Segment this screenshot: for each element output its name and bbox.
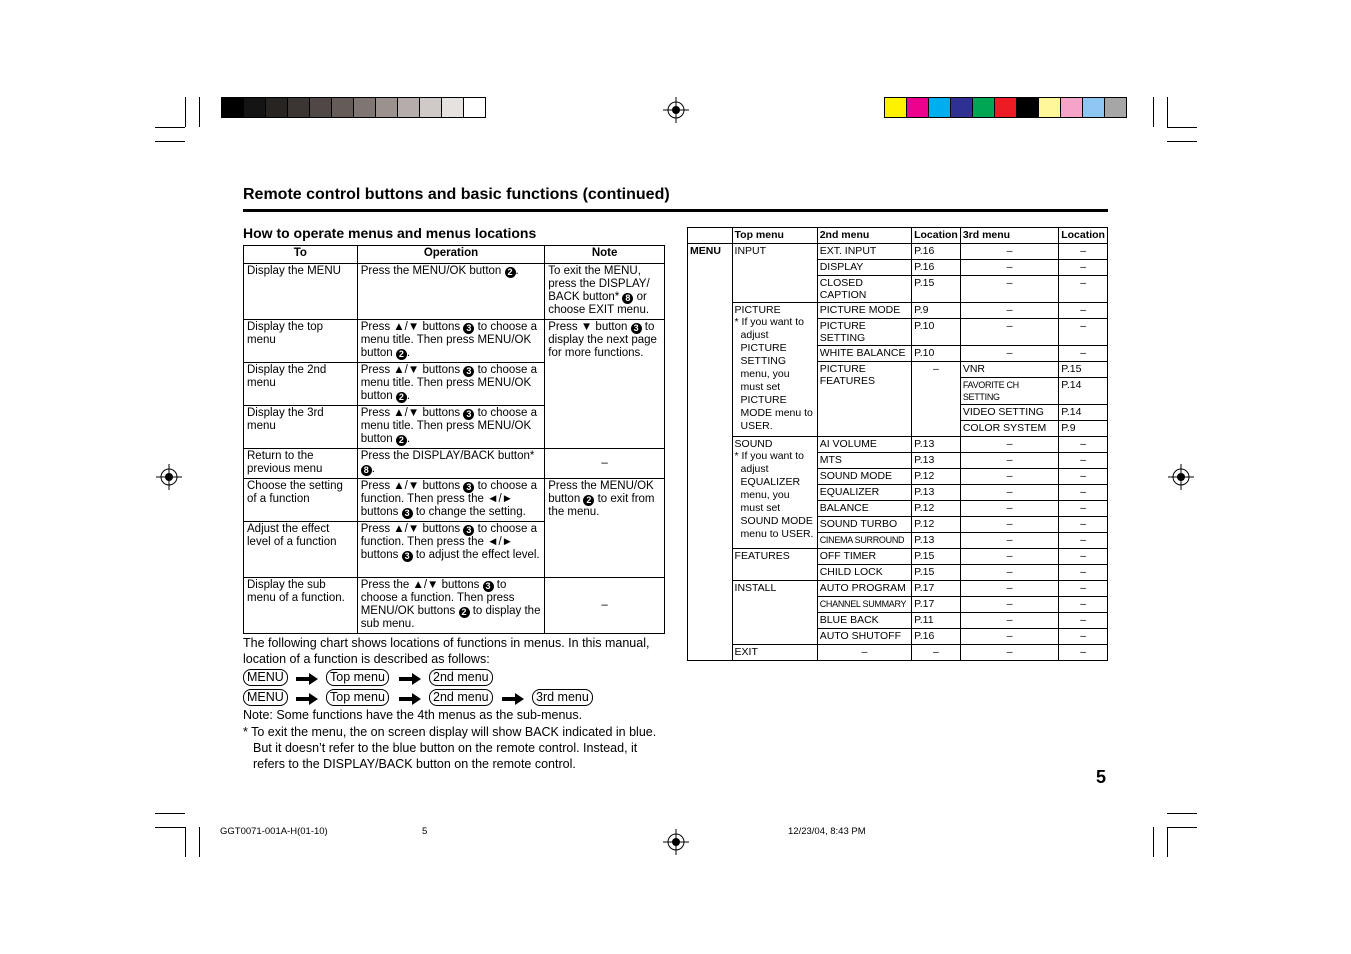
location: P.12: [912, 517, 961, 533]
location: P.12: [912, 501, 961, 517]
button-number-icon: 2: [396, 435, 407, 446]
button-number-icon: 3: [402, 508, 413, 519]
row-to: Return to the previous menu: [244, 449, 358, 479]
button-number-icon: 3: [631, 323, 642, 334]
button-number-icon: 2: [396, 392, 407, 403]
table-row: [244, 320, 665, 363]
sub-title: How to operate menus and menus locations: [243, 225, 537, 241]
dash: –: [912, 645, 961, 661]
row-operation: Press ▲/▼ buttons 3 to choose a menu title. Then press MENU/OK button 2 .: [357, 320, 545, 363]
dash: –: [1059, 629, 1108, 645]
color-swatch: [221, 97, 244, 118]
button-number-icon: 8: [622, 293, 633, 304]
top-menu-picture: PICTURE * If you want to adjust PICTURE SETTING menu, you must set PICTURE MODE menu to USER.: [732, 303, 817, 437]
row-operation: Press ▲/▼ buttons 3 to choose a menu title. Then press MENU/OK button 2 .: [357, 406, 545, 449]
table-row: [688, 581, 1108, 597]
intro-text: The following chart shows locations of functions in menus. In this manual, location of a function is described as follows:: [243, 636, 650, 666]
button-number-icon: 3: [463, 366, 474, 377]
second-menu-item: CHILD LOCK: [817, 565, 911, 581]
sound-note: * If you want to adjust EQUALIZER menu, you must set SOUND MODE menu to USER.: [734, 450, 814, 540]
footnote-text: * To exit the menu, the on screen display will show BACK indicated in blue. But it doesn’t refer to the blue button on the remote control. Instead, it refers to the DISPLAY/BACK button on the remote control.: [243, 725, 657, 771]
table-row: [244, 578, 665, 634]
color-swatch: [353, 97, 376, 118]
row-operation: Press the DISPLAY/BACK button* 8 .: [357, 449, 545, 479]
path-pill: 2nd menu: [429, 669, 493, 686]
second-menu-item: MTS: [817, 453, 911, 469]
dash: –: [1059, 645, 1108, 661]
top-menu-sound: SOUND * If you want to adjust EQUALIZER menu, you must set SOUND MODE menu to USER.: [732, 437, 817, 549]
table-header-row: [244, 246, 665, 264]
footer-code: GGT0071-001A-H(01-10): [220, 826, 328, 837]
dash: –: [1059, 613, 1108, 629]
dash: –: [960, 469, 1058, 485]
color-swatch: [928, 97, 951, 118]
arrow-right-icon: [296, 693, 318, 705]
button-number-icon: 3: [463, 482, 474, 493]
dash: –: [960, 517, 1058, 533]
location: P.13: [912, 485, 961, 501]
top-menu-exit: EXIT: [732, 645, 817, 661]
dash: –: [1059, 501, 1108, 517]
location: P.14: [1059, 378, 1108, 405]
location: P.10: [912, 346, 961, 362]
dash: –: [960, 645, 1058, 661]
registration-mark-right: [1168, 464, 1194, 490]
footer-timestamp: 12/23/04, 8:43 PM: [788, 826, 866, 837]
dash: –: [912, 362, 961, 437]
third-menu-item: VIDEO SETTING: [960, 405, 1058, 421]
color-swatch: [994, 97, 1017, 118]
dash: –: [960, 597, 1058, 613]
location: P.16: [912, 260, 961, 276]
top-menu-input: INPUT: [732, 244, 817, 303]
header-to: To: [244, 246, 358, 264]
third-menu-item: COLOR SYSTEM: [960, 421, 1058, 437]
second-menu-item: PICTURE MODE: [817, 303, 911, 319]
dash: –: [960, 303, 1058, 319]
dash: –: [1059, 597, 1108, 613]
button-number-icon: 8: [361, 465, 372, 476]
second-menu-item: DISPLAY: [817, 260, 911, 276]
second-menu-item: OFF TIMER: [817, 549, 911, 565]
table-row: [688, 437, 1108, 453]
dash: –: [1059, 346, 1108, 362]
dash: –: [1059, 437, 1108, 453]
row-to: Display the 3rd menu: [244, 406, 358, 449]
dash: –: [960, 276, 1058, 303]
table-row: [688, 645, 1108, 661]
second-menu-item: PICTURE SETTING: [817, 319, 911, 346]
title-rule: [243, 209, 1108, 212]
location: P.9: [1059, 421, 1108, 437]
registration-mark-top: [663, 97, 689, 123]
row-note: –: [545, 578, 665, 634]
path-pill: MENU: [243, 689, 288, 706]
second-menu-item: EXT. INPUT: [817, 244, 911, 260]
row-operation: Press ▲/▼ buttons 3 to choose a function. Then press the ◄/► buttons 3 to adjust the effect level.: [357, 522, 545, 578]
dash: –: [960, 549, 1058, 565]
color-swatch: [463, 97, 486, 118]
table-row: [244, 479, 665, 522]
second-menu-item: CHANNEL SUMMARY: [817, 597, 911, 613]
color-swatch: [1082, 97, 1105, 118]
dash: –: [1059, 453, 1108, 469]
second-menu-item: CLOSED CAPTION: [817, 276, 911, 303]
second-menu-item: BLUE BACK: [817, 613, 911, 629]
dash: –: [960, 346, 1058, 362]
dash: –: [960, 565, 1058, 581]
button-number-icon: 2: [459, 607, 470, 618]
path-pill: 2nd menu: [429, 689, 493, 706]
table-row: [244, 264, 665, 320]
dash: –: [960, 319, 1058, 346]
button-number-icon: 2: [396, 349, 407, 360]
footer-page: 5: [422, 826, 428, 837]
dash: –: [1059, 260, 1108, 276]
dash: –: [1059, 517, 1108, 533]
location: P.11: [912, 613, 961, 629]
color-swatch: [1104, 97, 1127, 118]
dash: –: [960, 453, 1058, 469]
location: P.14: [1059, 405, 1108, 421]
location: P.13: [912, 533, 961, 549]
location: P.10: [912, 319, 961, 346]
color-swatch: [906, 97, 929, 118]
color-swatch: [375, 97, 398, 118]
top-menu-features: FEATURES: [732, 549, 817, 581]
dash: –: [1059, 303, 1108, 319]
header-2nd-menu: 2nd menu: [817, 228, 911, 244]
dash: –: [960, 260, 1058, 276]
color-swatch: [419, 97, 442, 118]
path-pill: 3rd menu: [532, 689, 593, 706]
third-menu-item: FAVORITE CH SETTING: [960, 378, 1058, 405]
table-row: [688, 303, 1108, 319]
row-operation: Press the MENU/OK button 2 .: [357, 264, 545, 320]
location: P.16: [912, 629, 961, 645]
color-swatch: [309, 97, 332, 118]
path-pill: Top menu: [326, 669, 389, 686]
color-swatch: [1016, 97, 1039, 118]
header-location-3rd: Location: [1059, 228, 1108, 244]
table-row: [244, 449, 665, 479]
dash: –: [1059, 276, 1108, 303]
location: P.15: [912, 549, 961, 565]
menu-root: MENU: [688, 244, 733, 661]
second-menu-item: EQUALIZER: [817, 485, 911, 501]
registration-mark-left: [156, 464, 182, 490]
button-number-icon: 2: [583, 495, 594, 506]
note-text: Note: Some functions have the 4th menus as the sub-menus.: [243, 708, 583, 722]
dash: –: [1059, 319, 1108, 346]
location: P.15: [912, 276, 961, 303]
dash: –: [1059, 244, 1108, 260]
row-to: Choose the setting of a function: [244, 479, 358, 522]
registration-mark-bottom: [663, 829, 689, 855]
dash: –: [960, 244, 1058, 260]
button-number-icon: 3: [402, 551, 413, 562]
dash: –: [817, 645, 911, 661]
color-swatch: [950, 97, 973, 118]
color-swatch: [884, 97, 907, 118]
dash: –: [1059, 485, 1108, 501]
row-operation: Press ▲/▼ buttons 3 to choose a menu title. Then press MENU/OK button 2 .: [357, 363, 545, 406]
row-operation: Press the ▲/▼ buttons 3 to choose a function. Then press MENU/OK buttons 2 to display the sub menu.: [357, 578, 545, 634]
location: P.13: [912, 453, 961, 469]
location: P.17: [912, 597, 961, 613]
row-note: To exit the MENU, press the DISPLAY/ BACK button* 8 or choose EXIT menu.: [545, 264, 665, 320]
dash: –: [1059, 565, 1108, 581]
button-number-icon: 3: [463, 409, 474, 420]
header-location: Location: [912, 228, 961, 244]
row-note: Press ▼ button 3 to display the next page for more functions.: [545, 320, 665, 449]
dash: –: [960, 581, 1058, 597]
second-menu-item: WHITE BALANCE: [817, 346, 911, 362]
button-number-icon: 3: [463, 323, 474, 334]
arrow-right-icon: [399, 673, 421, 685]
color-swatch: [1038, 97, 1061, 118]
dash: –: [960, 485, 1058, 501]
location: P.16: [912, 244, 961, 260]
row-to: Display the sub menu of a function.: [244, 578, 358, 634]
second-menu-item: SOUND MODE: [817, 469, 911, 485]
second-menu-item: AI VOLUME: [817, 437, 911, 453]
header-operation: Operation: [357, 246, 545, 264]
dash: –: [1059, 533, 1108, 549]
color-swatch: [265, 97, 288, 118]
button-number-icon: 2: [505, 267, 516, 278]
section-title: Remote control buttons and basic functions (continued): [243, 186, 670, 203]
color-swatch: [287, 97, 310, 118]
location: P.15: [1059, 362, 1108, 378]
location: P.13: [912, 437, 961, 453]
row-to: Display the top menu: [244, 320, 358, 363]
operations-table: [243, 245, 665, 634]
arrow-right-icon: [399, 693, 421, 705]
location: P.17: [912, 581, 961, 597]
row-operation: Press ▲/▼ buttons 3 to choose a function. Then press the ◄/► buttons 3 to change the setting.: [357, 479, 545, 522]
location: P.12: [912, 469, 961, 485]
top-menu-install: INSTALL: [732, 581, 817, 645]
location: P.9: [912, 303, 961, 319]
row-to: Adjust the effect level of a function: [244, 522, 358, 578]
header-note: Note: [545, 246, 665, 264]
dash: –: [1059, 549, 1108, 565]
path-pill: MENU: [243, 669, 288, 686]
table-row: [688, 549, 1108, 565]
row-note: Press the MENU/OK button 2 to exit from the menu.: [545, 479, 665, 578]
color-swatch: [243, 97, 266, 118]
header-3rd-menu: 3rd menu: [960, 228, 1058, 244]
second-menu-item: SOUND TURBO: [817, 517, 911, 533]
dash: –: [960, 613, 1058, 629]
table-header-row: [688, 228, 1108, 244]
picture-note: * If you want to adjust PICTURE SETTING menu, you must set PICTURE MODE menu to USER.: [734, 316, 813, 432]
color-swatch: [331, 97, 354, 118]
second-menu-item: CINEMA SURROUND: [817, 533, 911, 549]
color-swatch: [441, 97, 464, 118]
dash: –: [960, 533, 1058, 549]
location: P.15: [912, 565, 961, 581]
row-to: Display the MENU: [244, 264, 358, 320]
second-menu-item: BALANCE: [817, 501, 911, 517]
dash: –: [960, 501, 1058, 517]
page-number: 5: [1096, 767, 1107, 787]
header-top-menu: Top menu: [732, 228, 817, 244]
arrow-right-icon: [296, 673, 318, 685]
menu-locations-table: [687, 227, 1108, 661]
arrow-right-icon: [502, 693, 524, 705]
dash: –: [1059, 469, 1108, 485]
third-menu-item: VNR: [960, 362, 1058, 378]
second-menu-item: AUTO PROGRAM: [817, 581, 911, 597]
color-swatch: [397, 97, 420, 118]
button-number-icon: 3: [463, 525, 474, 536]
dash: –: [1059, 581, 1108, 597]
table-row: [688, 244, 1108, 260]
color-swatch: [972, 97, 995, 118]
row-note: –: [545, 449, 665, 479]
second-menu-item: AUTO SHUTOFF: [817, 629, 911, 645]
second-menu-item: PICTURE FEATURES: [817, 362, 911, 437]
dash: –: [960, 437, 1058, 453]
color-swatch: [1060, 97, 1083, 118]
dash: –: [960, 629, 1058, 645]
path-pill: Top menu: [326, 689, 389, 706]
button-number-icon: 3: [483, 581, 494, 592]
row-to: Display the 2nd menu: [244, 363, 358, 406]
